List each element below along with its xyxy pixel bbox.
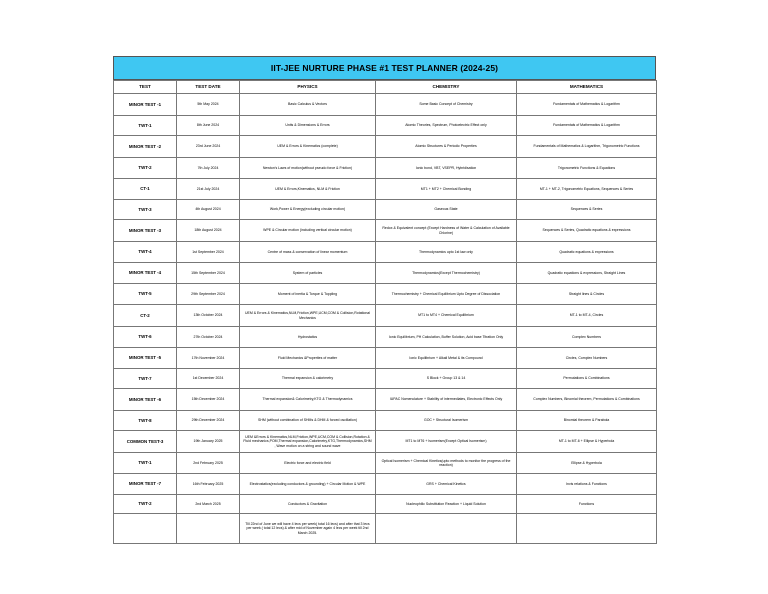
chemistry-cell: Gaseous State bbox=[376, 200, 517, 220]
physics-cell: WPE & Circular motion (including vertical circular motion) bbox=[240, 220, 376, 242]
header-chemistry: CHEMISTRY bbox=[376, 81, 517, 94]
physics-cell: Thermal expansion& Calorimetry,KTG & Thermodynamics bbox=[240, 389, 376, 411]
mathematics-cell: Ellipse & Hyperbola bbox=[517, 453, 657, 474]
date-cell: 23rd June 2024 bbox=[177, 136, 240, 158]
physics-cell: Fluid Mechanics &Properties of matter bbox=[240, 348, 376, 369]
mathematics-cell: Quadratic equations & expressions, Straight Lines bbox=[517, 263, 657, 284]
test-cell: TWT-6 bbox=[114, 327, 177, 348]
mathematics-cell: Binomial theorem & Parabola bbox=[517, 411, 657, 431]
table-row bbox=[114, 158, 657, 179]
date-cell: 15th December 2024 bbox=[177, 389, 240, 411]
header-mathematics: MATHEMATICS bbox=[517, 81, 657, 94]
date-cell: 2nd March 2025 bbox=[177, 495, 240, 514]
chemistry-cell bbox=[376, 514, 517, 544]
chemistry-cell: Thermodynamics upto 1st law only bbox=[376, 242, 517, 263]
table-row bbox=[114, 389, 657, 411]
mathematics-cell: Sequences & Series, Quadratic equations & expressions bbox=[517, 220, 657, 242]
test-cell: TWT-1 bbox=[114, 116, 177, 136]
date-cell: 16th February 2025 bbox=[177, 474, 240, 495]
mathematics-cell bbox=[517, 514, 657, 544]
table-row bbox=[114, 411, 657, 431]
physics-cell: Moment of inertia & Torque & Toppling bbox=[240, 284, 376, 305]
table-row bbox=[114, 200, 657, 220]
date-cell: 1st September 2024 bbox=[177, 242, 240, 263]
physics-cell: UEM &Errors & Kinematics,NLM,Friction,WPE,UCM,COM & Collision,Rotation & Fluid mechanics,POM,Thermal expansion,Calorimetry,KTG,Thermodynamics,SHM , Wave motion on a string and sound wave bbox=[240, 431, 376, 453]
mathematics-cell: Fundamentals of Mathematics & Logarithm bbox=[517, 116, 657, 136]
chemistry-cell: Nucleophilic Substitution Reaction + Liquid Solution bbox=[376, 495, 517, 514]
test-cell: MINOR TEST -1 bbox=[114, 94, 177, 116]
mathematics-cell: Trigonometric Functions & Equations bbox=[517, 158, 657, 179]
chemistry-cell: MT1 to MT6 + Isomerism(Except Optical Isomerism) bbox=[376, 431, 517, 453]
table-row bbox=[114, 431, 657, 453]
chemistry-cell: Atomic Theories, Spectrum, Photoelectric Effect only bbox=[376, 116, 517, 136]
mathematics-cell: Sequences & Series bbox=[517, 200, 657, 220]
planner-title: IIT-JEE NURTURE PHASE #1 TEST PLANNER (2024-25) bbox=[113, 56, 656, 80]
table-row bbox=[114, 136, 657, 158]
date-cell: 27th October 2024 bbox=[177, 327, 240, 348]
table-row bbox=[114, 94, 657, 116]
mathematics-cell: Complex Numbers bbox=[517, 327, 657, 348]
table-row bbox=[114, 369, 657, 389]
chemistry-cell: Thermochemistry + Chemical Equilibrium Upto Degree of Dissociation bbox=[376, 284, 517, 305]
physics-cell: SHM (without combination of SHMs & DHM & forced oscillation) bbox=[240, 411, 376, 431]
table-row bbox=[114, 116, 657, 136]
table-row bbox=[114, 327, 657, 348]
table-row bbox=[114, 474, 657, 495]
physics-cell: UEM & Errors & Kinematics,NLM,Friction,WPE,UCM,COM & Collision,Rotational Mechanics bbox=[240, 305, 376, 327]
physics-cell: Newton's Laws of motion(without pseudo force & Friction) bbox=[240, 158, 376, 179]
chemistry-cell: Ionic Equilibrium, PH Calculation, Buffer Solution, Acid base Titration Only bbox=[376, 327, 517, 348]
date-cell: 7th July 2024 bbox=[177, 158, 240, 179]
physics-cell: Basic Calculus & Vectors bbox=[240, 94, 376, 116]
date-cell: 29th September 2024 bbox=[177, 284, 240, 305]
chemistry-cell: Atomic Structures & Periodic Properties bbox=[376, 136, 517, 158]
mathematics-cell: Invis relations & Functions bbox=[517, 474, 657, 495]
test-cell: TWT-5 bbox=[114, 284, 177, 305]
chemistry-cell: S Block + Group 13 & 14 bbox=[376, 369, 517, 389]
date-cell: 2nd February 2025 bbox=[177, 453, 240, 474]
table-row bbox=[114, 220, 657, 242]
date-cell: 17th November 2024 bbox=[177, 348, 240, 369]
physics-cell: Till 22nd of June we will have 4 lecs per week( total 16 lecs) and after that 3 lecs per week ( total 12 lecs) & after mid of November again 4 lecs per week till 2nd March 2025. bbox=[240, 514, 376, 544]
physics-cell: Work,Power & Energy(excluding circular motion) bbox=[240, 200, 376, 220]
test-cell: MINOR TEST -3 bbox=[114, 220, 177, 242]
chemistry-cell: Some Basic Concept of Chemistry bbox=[376, 94, 517, 116]
date-cell: 21st July 2024 bbox=[177, 179, 240, 200]
chemistry-cell: Ionic Equilibrium + Alkali Metal & its Compound bbox=[376, 348, 517, 369]
table-row bbox=[114, 514, 657, 544]
mathematics-cell: MT-1 + MT-2, Trigonometric Equations, Sequences & Series bbox=[517, 179, 657, 200]
chemistry-cell: GOC + Structural Isomerism bbox=[376, 411, 517, 431]
chemistry-cell: Redox & Equivalent concept (Except Hardness of Water & Calculation of Available Chlorine) bbox=[376, 220, 517, 242]
physics-cell: Electrostatics(excluding conductors & grounding) + Circular Motion & WPE bbox=[240, 474, 376, 495]
chemistry-cell: IUPAC Nomenclature + Stability of intermediates, Electronic Effects Only bbox=[376, 389, 517, 411]
test-cell: TWT-7 bbox=[114, 369, 177, 389]
test-cell: TWT-2 bbox=[114, 495, 177, 514]
chemistry-cell: MT1 to MT4 + Chemical Equilibrium bbox=[376, 305, 517, 327]
date-cell bbox=[177, 514, 240, 544]
test-cell: MINOR TEST -4 bbox=[114, 263, 177, 284]
table-row bbox=[114, 495, 657, 514]
physics-cell: Conductors & Gravitation bbox=[240, 495, 376, 514]
physics-cell: Units & Dimensions & Errors bbox=[240, 116, 376, 136]
mathematics-cell: Straight lines & Circles bbox=[517, 284, 657, 305]
test-cell: MINOR TEST -5 bbox=[114, 348, 177, 369]
test-cell: TWT-1 bbox=[114, 453, 177, 474]
table-row bbox=[114, 179, 657, 200]
physics-cell: System of particles bbox=[240, 263, 376, 284]
mathematics-cell: MT-1 to MT-6 + Ellipse & Hyperbola bbox=[517, 431, 657, 453]
date-cell: 13th October 2024 bbox=[177, 305, 240, 327]
chemistry-cell: Ionic bond, VBT, VSEPR, Hybridisation bbox=[376, 158, 517, 179]
header-test-date: TEST DATE bbox=[177, 81, 240, 94]
header-row bbox=[114, 81, 657, 94]
physics-cell: Thermal expansion & calorimetry bbox=[240, 369, 376, 389]
date-cell: 1st December 2024 bbox=[177, 369, 240, 389]
date-cell: 4th August 2024 bbox=[177, 200, 240, 220]
physics-cell: UEM & Errors & Kinematics (complete) bbox=[240, 136, 376, 158]
date-cell: 5th May 2024 bbox=[177, 94, 240, 116]
table-row bbox=[114, 453, 657, 474]
chemistry-cell: Thermodynamics(Except Thermochemistry) bbox=[376, 263, 517, 284]
test-cell: TWT-4 bbox=[114, 242, 177, 263]
table-row bbox=[114, 284, 657, 305]
mathematics-cell: Functions bbox=[517, 495, 657, 514]
mathematics-cell: Circles, Complex Numbers bbox=[517, 348, 657, 369]
test-cell: TWT-2 bbox=[114, 158, 177, 179]
mathematics-cell: Complex Numbers, Binomial theorem, Permutations & Combinations bbox=[517, 389, 657, 411]
test-cell: TWT-3 bbox=[114, 200, 177, 220]
mathematics-cell: Permutations & Combinations bbox=[517, 369, 657, 389]
mathematics-cell: MT-1 to MT-4, Circles bbox=[517, 305, 657, 327]
mathematics-cell: Fundamentals of Mathematics & Logarithm, Trigonometric Functions bbox=[517, 136, 657, 158]
date-cell: 8th June 2024 bbox=[177, 116, 240, 136]
table-row bbox=[114, 263, 657, 284]
mathematics-cell: Fundamentals of Mathematics & Logarithm bbox=[517, 94, 657, 116]
test-cell: CT-1 bbox=[114, 179, 177, 200]
test-cell bbox=[114, 514, 177, 544]
table-row bbox=[114, 348, 657, 369]
physics-cell: UEM & Errors,Kinematics, NLM & Friction bbox=[240, 179, 376, 200]
date-cell: 18th August 2024 bbox=[177, 220, 240, 242]
mathematics-cell: Quadratic equations & expressions bbox=[517, 242, 657, 263]
test-cell: MINOR TEST -6 bbox=[114, 389, 177, 411]
test-planner-sheet bbox=[113, 56, 656, 544]
test-cell: COMMON TEST-3 bbox=[114, 431, 177, 453]
test-cell: MINOR TEST -2 bbox=[114, 136, 177, 158]
test-cell: CT-2 bbox=[114, 305, 177, 327]
date-cell: 15th September 2024 bbox=[177, 263, 240, 284]
physics-cell: Hydrostatics bbox=[240, 327, 376, 348]
date-cell: 19th January 2025 bbox=[177, 431, 240, 453]
table-row bbox=[114, 305, 657, 327]
test-cell: MINOR TEST -7 bbox=[114, 474, 177, 495]
chemistry-cell: MT1 + MT2 + Chemical Bonding bbox=[376, 179, 517, 200]
test-cell: TWT-8 bbox=[114, 411, 177, 431]
header-test: TEST bbox=[114, 81, 177, 94]
chemistry-cell: GRS + Chemical Kinetics bbox=[376, 474, 517, 495]
physics-cell: Centre of mass & conservation of linear momentum bbox=[240, 242, 376, 263]
header-physics: PHYSICS bbox=[240, 81, 376, 94]
table-row bbox=[114, 242, 657, 263]
chemistry-cell: Optical Isomerism + Chemical Kinetics(upto methods to monitor the progress of the reaction) bbox=[376, 453, 517, 474]
planner-table bbox=[113, 80, 657, 544]
date-cell: 29th December 2024 bbox=[177, 411, 240, 431]
physics-cell: Electric force and electric field bbox=[240, 453, 376, 474]
